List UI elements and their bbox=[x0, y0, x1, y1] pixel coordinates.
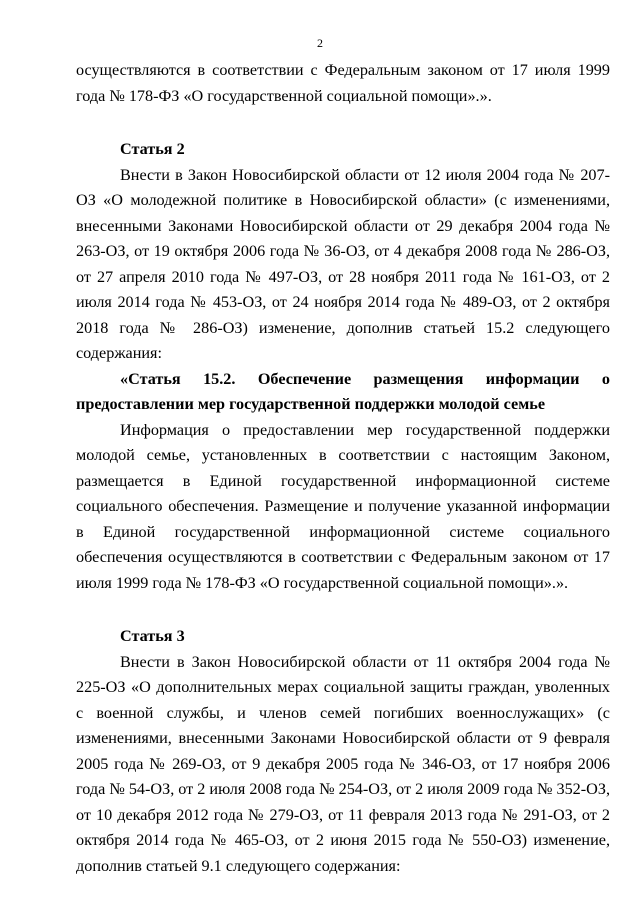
article-15-2-title: «Статья 15.2. Обеспечение размещения информации о предоставлении мер государственной поддержки молодой семье bbox=[76, 369, 610, 413]
article-3-paragraph: Внести в Закон Новосибирской области от 11 октября 2004 года № 225-ОЗ «О дополнительных мерах социальной защиты граждан, уволенных с военной службы, и членов семей погибших военнослужащих» (с изменениями, внесенными Законами Новосибирской области от 9 февраля 2005 года № 269-ОЗ, от 9 декабря 2005 года № 346-ОЗ, от 17 ноября 2006 года № 54-ОЗ, от 2 июля 2008 года № 254-ОЗ, от 2 июля 2009 года № 352-ОЗ, от 10 декабря 2012 года № 279-ОЗ, от 11 февраля 2013 года № 291-ОЗ, от 2 октября 2014 года № 465-ОЗ, от 2 июня 2015 года № 550-ОЗ) изменение, дополнив статьей 9.1 следующего содержания: bbox=[76, 652, 610, 875]
paragraph-continuation: осуществляются в соответствии с Федеральным законом от 17 июля 1999 года № 178-ФЗ «О государственной социальной помощи».». bbox=[76, 61, 610, 105]
article-2-paragraph: Внести в Закон Новосибирской области от 12 июля 2004 года № 207-ОЗ «О молодежной политике в Новосибирской области» (с изменениями, внесенными Законами Новосибирской области от 29 декабря 2004 года № 263-ОЗ, от 19 октября 2006 года № 36-ОЗ, от 4 декабря 2008 года № 286-ОЗ, от 27 апреля 2010 года № 497-ОЗ, от 28 ноября 2011 года № 161-ОЗ, от 2 июля 2014 года № 453-ОЗ, от 24 ноября 2014 года № 489-ОЗ, от 2 октября 2018 года № 286-ОЗ) изменение, дополнив статьей 15.2 следующего содержания: bbox=[76, 165, 610, 362]
document-body bbox=[76, 58, 610, 879]
article-3-heading: Статья 3 bbox=[120, 627, 185, 645]
article-2-heading: Статья 2 bbox=[120, 140, 185, 158]
article-15-2-body: Информация о предоставлении мер государственной поддержки молодой семье, установленных в соответствии с настоящим Законом, размещается в Единой государственной информационной системе социального обеспечения. Размещение и получение указанной информации в Единой государственной информационной системе социального обеспечения осуществляются в соответствии с Федеральным законом от 17 июля 1999 года № 178-ФЗ «О государственной социальной помощи».». bbox=[76, 420, 610, 592]
page-number: 2 bbox=[317, 36, 323, 50]
